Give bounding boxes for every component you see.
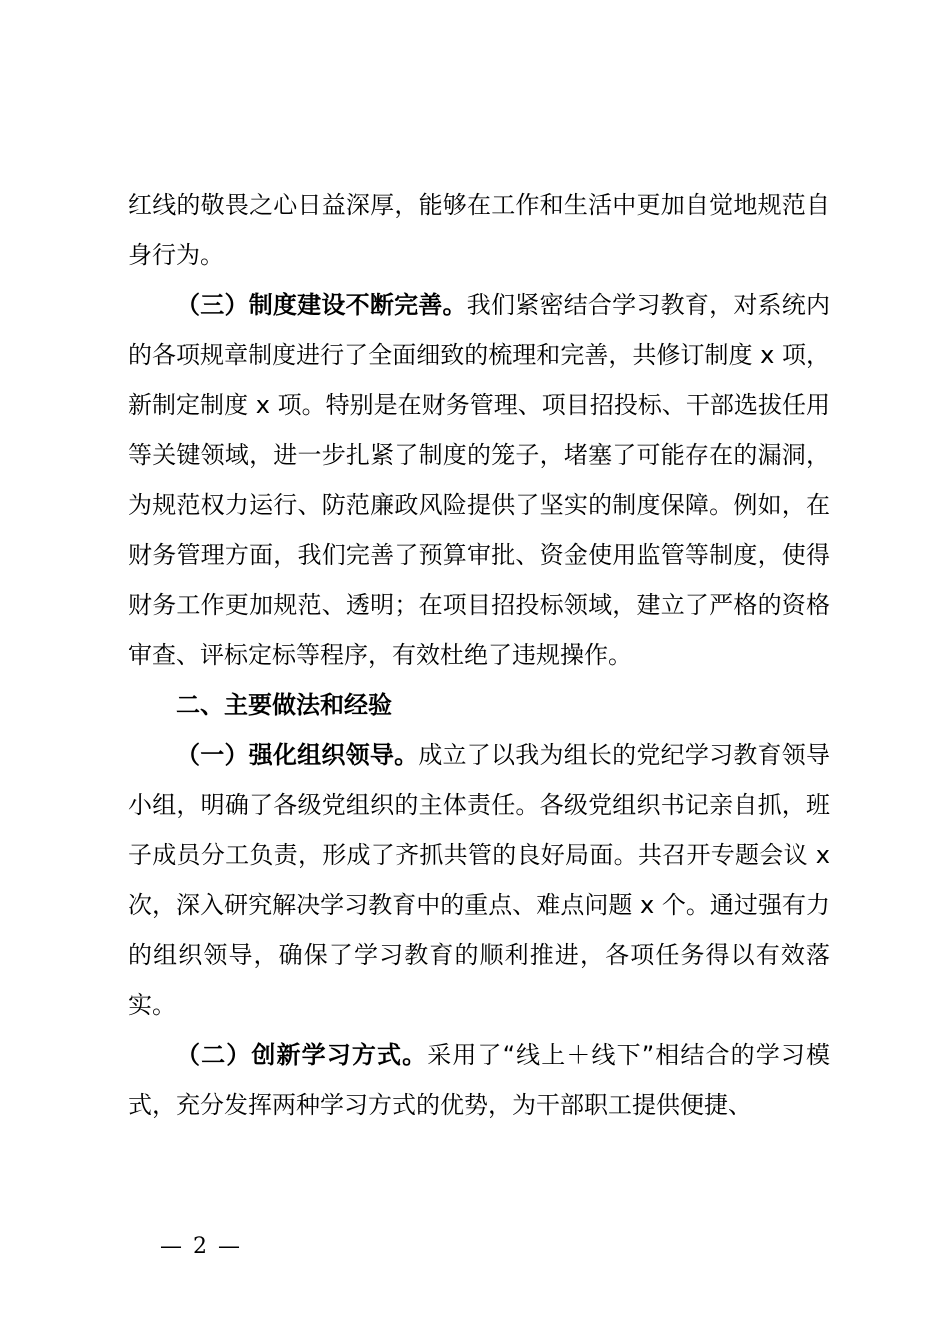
- document-body: [128, 180, 830, 1130]
- section-heading: 二、主要做法和经验: [176, 691, 392, 719]
- paragraph-lead: （一）强化组织领导。: [176, 741, 419, 769]
- paragraph-body: 成立了以我为组长的党纪学习教育领导小组，明确了各级党组织的主体责任。各级党组织书记亲自抓，班子成员分工负责，形成了齐抓共管的良好局面。共召开专题会议 x 次，深入研究解决学习教育中的重点、难点问题 x 个。通过强有力的组织领导，确保了学习教育的顺利推进，各项任务得以有效落实。: [128, 741, 831, 1019]
- paragraph-system-building: [128, 280, 830, 680]
- paragraph-learning-methods: [128, 1030, 830, 1130]
- page-number: — 2 —: [160, 1234, 242, 1259]
- paragraph-body: 红线的敬畏之心日益深厚，能够在工作和生活中更加自觉地规范自身行为。: [128, 191, 830, 269]
- paragraph-leadership: [128, 730, 830, 1030]
- paragraph-lead: （三）制度建设不断完善。: [176, 291, 467, 319]
- paragraph-body: 采用了“线上＋线下”相结合的学习模式，充分发挥两种学习方式的优势，为干部职工提供便捷、: [128, 1041, 830, 1119]
- paragraph-body: 我们紧密结合学习教育，对系统内的各项规章制度进行了全面细致的梳理和完善，共修订制度 x 项，新制定制度 x 项。特别是在财务管理、项目招投标、干部选拔任用等关键领域，进一步扎紧了制度的笼子，堵塞了可能存在的漏洞，为规范权力运行、防范廉政风险提供了坚实的制度保障。例如，在财务管理方面，我们完善了预算审批、资金使用监管等制度，使得财务工作更加规范、透明；在项目招投标领域，建立了严格的资格审查、评标定标等程序，有效杜绝了违规操作。: [128, 291, 831, 669]
- paragraph-lead: （二）创新学习方式。: [176, 1041, 428, 1069]
- paragraph-continuation: [128, 180, 830, 280]
